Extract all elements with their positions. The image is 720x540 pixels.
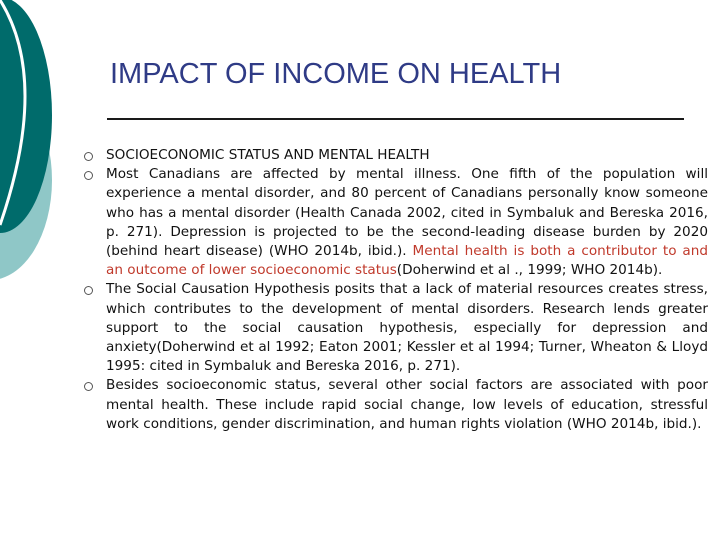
bullet-item: [84, 146, 708, 165]
bullet-text: The Social Causation Hypothesis posits that a lack of material resources creates stress, which contributes to the development of mental disorders. Research lends greater support to the social causation hypothesis, especially for depression and anxiety(Doherwind et al 1992; Eaton 2001; Kessler et al 1994; Turner, Wheaton & Lloyd 1995: cited in Symbaluk and Bereska 2016, p. 271).: [106, 281, 708, 375]
bullet-text: Besides socioeconomic status, several other social factors are associated with poor mental health. These include rapid social change, low levels of education, stressful work conditions, gender discrimination, and human rights violation (WHO 2014b, ibid.).: [106, 377, 708, 432]
highlighted-text: Mental health is both a contributor to and an outcome of lower socioeconomic status: [106, 243, 708, 279]
bullet-list: [84, 146, 708, 434]
bullet-marker-icon: [84, 382, 93, 391]
title-divider: [107, 118, 684, 120]
bullet-text: Most Canadians are affected by mental illness. One fifth of the population will experience a mental disorder, and 80 percent of Canadians personally know someone who has a mental disorder (Health Canada 2002, cited in Symbaluk and Bereska 2016, p. 271). Depression is projected to be the second-leading disease burden by 2020 (behind heart disease) (WHO 2014b, ibid.).: [106, 166, 708, 260]
bullet-marker-icon: [84, 152, 93, 161]
bullet-item: [84, 376, 708, 434]
bullet-marker-icon: [84, 286, 93, 295]
bullet-item: [84, 165, 708, 280]
bullet-marker-icon: [84, 171, 93, 180]
bullet-text: SOCIOECONOMIC STATUS AND MENTAL HEALTH: [106, 147, 430, 163]
bullet-text: (Doherwind et al ., 1999; WHO 2014b).: [396, 262, 663, 279]
bullet-item: [84, 280, 708, 376]
page-title: IMPACT OF INCOME ON HEALTH: [110, 58, 562, 90]
decorative-circles: [0, 0, 70, 300]
